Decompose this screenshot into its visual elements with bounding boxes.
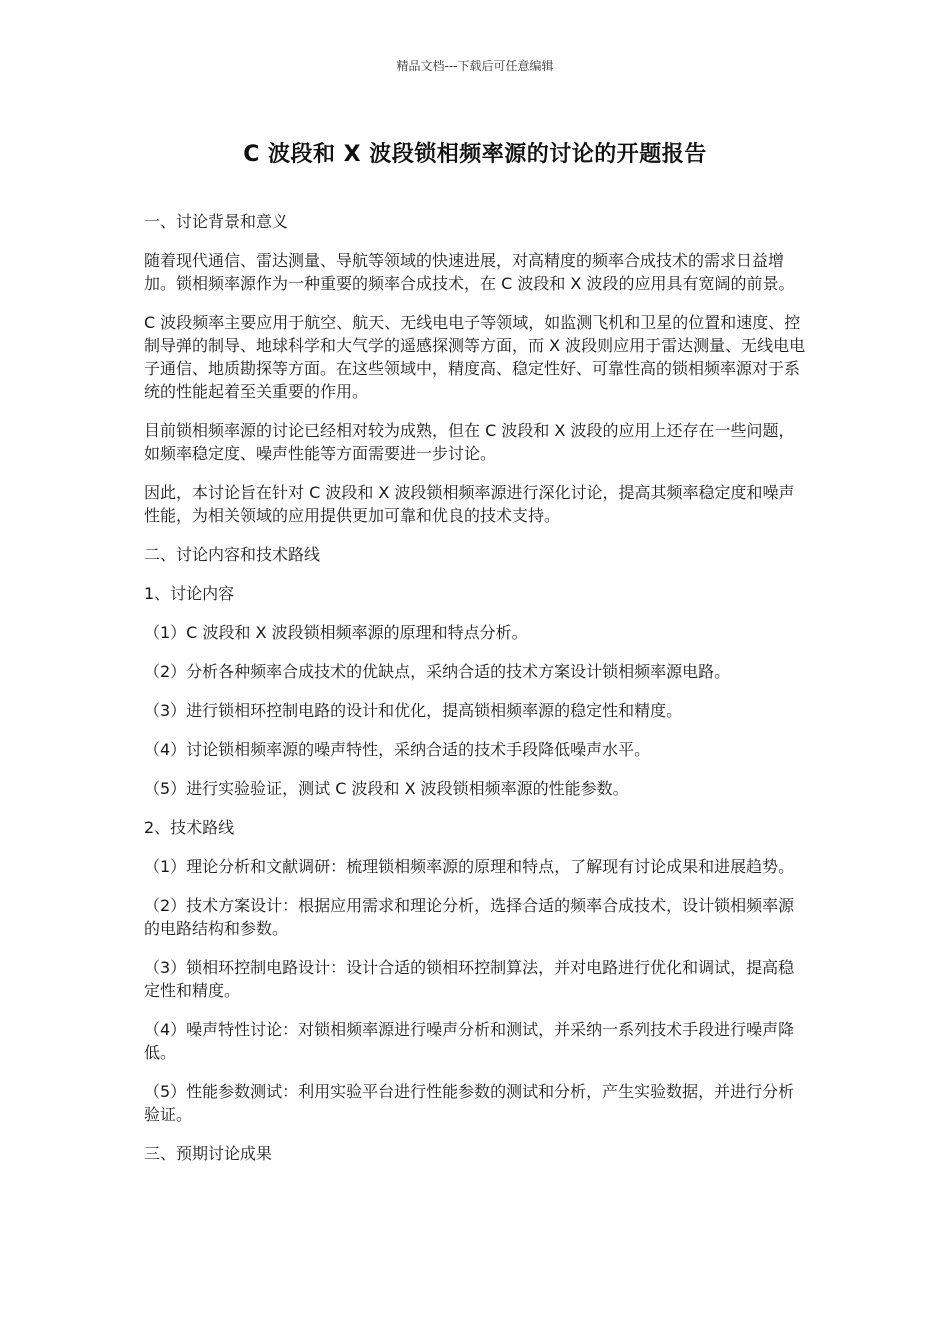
section-heading-content-route: 二、讨论内容和技术路线	[144, 545, 321, 564]
list-item: （5）进行实验验证，测试 C 波段和 X 波段锁相频率源的性能参数。	[144, 779, 629, 798]
list-item: （3）锁相环控制电路设计：设计合适的锁相环控制算法，并对电路进行优化和调试，提高稳定性和精度。	[144, 958, 795, 1000]
list-item: （4）讨论锁相频率源的噪声特性，采纳合适的技术手段降低噪声水平。	[144, 740, 651, 759]
list-item: （2）技术方案设计：根据应用需求和理论分析，选择合适的频率合成技术，设计锁相频率源的电路结构和参数。	[144, 896, 795, 938]
paragraph: 目前锁相频率源的讨论已经相对较为成熟，但在 C 波段和 X 波段的应用上还存在一些问题，如频率稳定度、噪声性能等方面需要进一步讨论。	[144, 421, 795, 463]
document-title: C 波段和 X 波段锁相频率源的讨论的开题报告	[243, 142, 707, 167]
document-body	[144, 210, 808, 1181]
list-item: （5）性能参数测试：利用实验平台进行性能参数的测试和分析，产生实验数据，并进行分析验证。	[144, 1082, 795, 1124]
list-item: （2）分析各种频率合成技术的优缺点，采纳合适的技术方案设计锁相频率源电路。	[144, 662, 731, 681]
section-heading-expected-results: 三、预期讨论成果	[144, 1144, 273, 1163]
list-item: （4）噪声特性讨论：对锁相频率源进行噪声分析和测试，并采纳一系列技术手段进行噪声降低。	[144, 1020, 795, 1062]
list-item: （1）C 波段和 X 波段锁相频率源的原理和特点分析。	[144, 623, 528, 642]
paragraph: 随着现代通信、雷达测量、导航等领域的快速进展，对高精度的频率合成技术的需求日益增加。锁相频率源作为一种重要的频率合成技术，在 C 波段和 X 波段的应用具有宽阔的前景。	[144, 251, 795, 293]
subsection-heading-content: 1、讨论内容	[144, 584, 235, 603]
subsection-heading-route: 2、技术路线	[144, 818, 235, 837]
list-item: （1）理论分析和文献调研：梳理锁相频率源的原理和特点，了解现有讨论成果和进展趋势。	[144, 857, 795, 876]
page-header-note: 精品文档---下载后可任意编辑	[396, 59, 554, 73]
paragraph: 因此，本讨论旨在针对 C 波段和 X 波段锁相频率源进行深化讨论，提高其频率稳定度和噪声性能，为相关领域的应用提供更加可靠和优良的技术支持。	[144, 483, 795, 525]
section-heading-background: 一、讨论背景和意义	[144, 212, 289, 231]
list-item: （3）进行锁相环控制电路的设计和优化，提高锁相频率源的稳定性和精度。	[144, 701, 683, 720]
paragraph: C 波段频率主要应用于航空、航天、无线电电子等领域，如监测飞机和卫星的位置和速度、控制导弹的制导、地球科学和大气学的遥感探测等方面，而 X 波段则应用于雷达测量、无线电电子通信、地质勘探等方面。在这些领域中，精度高、稳定性好、可靠性高的锁相频率源对于系统的性能起着至关重要的作用。	[144, 313, 806, 401]
